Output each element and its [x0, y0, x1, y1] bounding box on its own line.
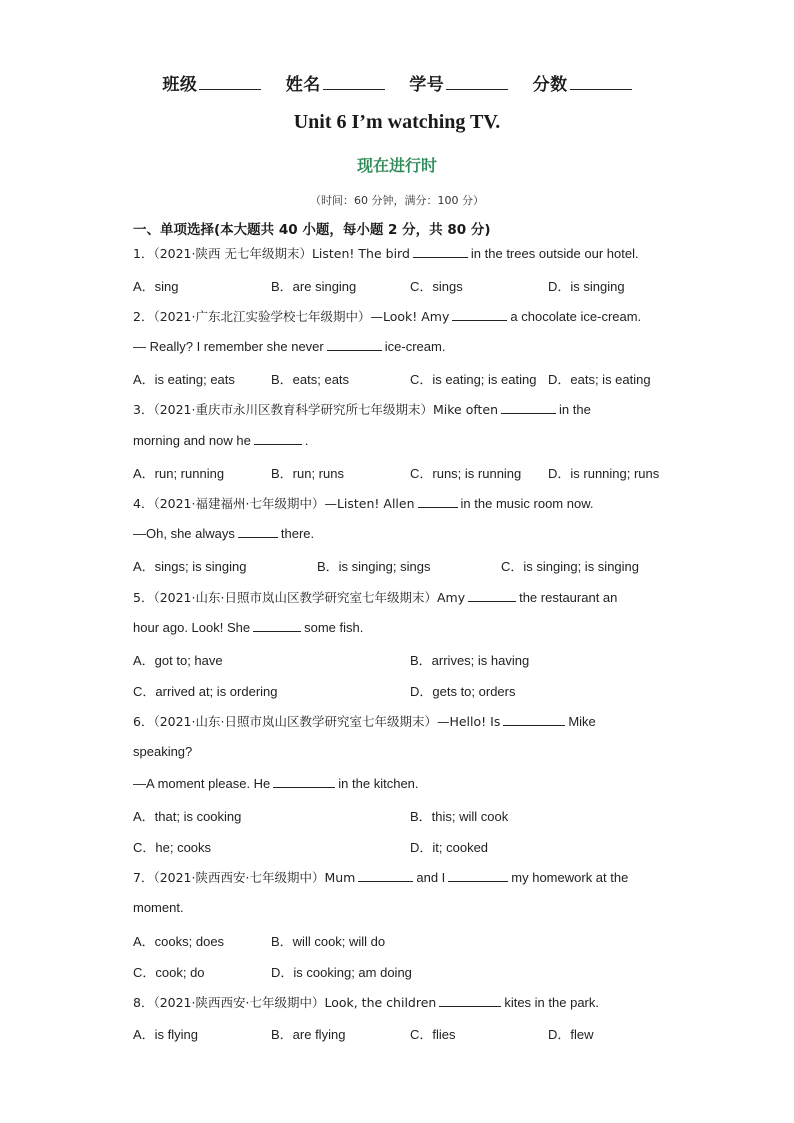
- question-5-stem: 5．（2021·山东·日照市岚山区教学研究室七年级期末）Amy: [133, 590, 466, 605]
- option-c[interactable]: C．is eating; is eating: [410, 372, 537, 387]
- question-4-stem: 4．（2021·福建福州·七年级期中）—Listen! Allen: [133, 496, 415, 511]
- section-heading: 一、单项选择(本大题共 40 小题，每小题 2 分，共 80 分): [133, 222, 491, 238]
- question-7-stem-mid: and I: [416, 870, 446, 885]
- question-2: [133, 307, 641, 325]
- option-b[interactable]: B．run; runs: [271, 466, 344, 481]
- option-d[interactable]: D．is cooking; am doing: [271, 965, 412, 980]
- class-blank[interactable]: [199, 73, 261, 90]
- score-label: 分数: [532, 75, 568, 95]
- question-4: [133, 494, 593, 512]
- answer-blank[interactable]: [327, 338, 382, 351]
- answer-blank[interactable]: [273, 775, 335, 788]
- question-3-line2-start: morning and now he: [133, 433, 251, 448]
- question-5-stem-end: the restaurant an: [519, 590, 618, 605]
- score-field: [533, 75, 632, 95]
- question-7-stem-end: my homework at the: [511, 870, 629, 885]
- score-blank[interactable]: [570, 73, 632, 90]
- option-b[interactable]: B．will cook; will do: [271, 934, 386, 949]
- answer-blank[interactable]: [448, 869, 508, 882]
- question-5-line2-end: some fish.: [304, 620, 364, 635]
- option-a[interactable]: A．run; running: [133, 466, 225, 481]
- option-d[interactable]: D．gets to; orders: [410, 684, 516, 699]
- option-a[interactable]: A．got to; have: [133, 653, 223, 668]
- option-c[interactable]: C．he; cooks: [133, 840, 212, 855]
- question-5: [133, 588, 617, 606]
- question-2-line2-end: ice-cream.: [384, 339, 446, 354]
- question-4-stem-end: in the music room now.: [460, 496, 594, 511]
- answer-blank[interactable]: [413, 245, 468, 258]
- answer-blank[interactable]: [254, 432, 302, 445]
- question-8-stem: 8．（2021·陕西西安·七年级期中）Look, the children: [133, 995, 437, 1010]
- answer-blank[interactable]: [468, 589, 516, 602]
- question-6-line2: speaking?: [133, 744, 193, 759]
- question-2-line2-start: — Really? I remember she never: [133, 339, 324, 354]
- option-c[interactable]: C．flies: [410, 1027, 456, 1042]
- option-c[interactable]: C．is singing; is singing: [501, 559, 640, 574]
- question-2-stem-end: a chocolate ice-cream.: [510, 309, 642, 324]
- question-7-line2: moment.: [133, 900, 184, 915]
- question-7-line-2: [133, 900, 184, 915]
- student-info-header: [0, 70, 794, 95]
- question-6-line3-start: —A moment please. He: [133, 776, 271, 791]
- question-7: [133, 868, 628, 886]
- question-6-line-2: [133, 744, 192, 759]
- question-4-line2-end: there.: [280, 526, 315, 541]
- name-field: [286, 75, 385, 95]
- option-a[interactable]: A．sing: [133, 279, 179, 294]
- question-3-line2-end: .: [304, 433, 309, 448]
- option-c[interactable]: C．sings: [410, 279, 463, 294]
- question-6-line-3: [133, 775, 419, 791]
- question-1: [133, 244, 639, 262]
- question-3-stem: 3．（2021·重庆市永川区教育科学研究所七年级期末）Mike often: [133, 402, 499, 417]
- name-blank[interactable]: [323, 73, 385, 90]
- option-b[interactable]: B．eats; eats: [271, 372, 350, 387]
- question-1-stem: 1．（2021·陕西 无七年级期末）Listen! The bird: [133, 246, 410, 261]
- option-b[interactable]: B．arrives; is having: [410, 653, 530, 668]
- id-blank[interactable]: [446, 73, 508, 90]
- option-d[interactable]: D．it; cooked: [410, 840, 489, 855]
- answer-blank[interactable]: [253, 619, 301, 632]
- option-d[interactable]: D．is singing: [548, 279, 625, 294]
- option-b[interactable]: B．are singing: [271, 279, 357, 294]
- option-d[interactable]: D．eats; is eating: [548, 372, 651, 387]
- option-c[interactable]: C．cook; do: [133, 965, 205, 980]
- name-label: 姓名: [285, 75, 321, 95]
- option-a[interactable]: A．that; is cooking: [133, 809, 242, 824]
- class-field: [162, 75, 261, 95]
- question-5-line2-start: hour ago. Look! She: [133, 620, 251, 635]
- class-label: 班级: [162, 75, 198, 95]
- option-c[interactable]: C．arrived at; is ordering: [133, 684, 278, 699]
- answer-blank[interactable]: [501, 401, 556, 414]
- answer-blank[interactable]: [418, 495, 458, 508]
- question-5-line-2: [133, 619, 363, 635]
- answer-blank[interactable]: [439, 994, 501, 1007]
- question-1-stem-end: in the trees outside our hotel.: [470, 246, 639, 261]
- question-6-stem: 6．（2021·山东·日照市岚山区教学研究室七年级期末）—Hello! Is: [133, 714, 501, 729]
- question-4-line2-start: —Oh, she always: [133, 526, 235, 541]
- question-2-line-2: [133, 338, 445, 354]
- answer-blank[interactable]: [238, 525, 278, 538]
- question-8: [133, 993, 599, 1011]
- id-label: 学号: [409, 75, 445, 95]
- question-6-line3-end: in the kitchen.: [338, 776, 419, 791]
- option-b[interactable]: B．are flying: [271, 1027, 346, 1042]
- page-subtitle: 现在进行时: [356, 156, 437, 175]
- answer-blank[interactable]: [503, 713, 565, 726]
- option-a[interactable]: A．is eating; eats: [133, 372, 235, 387]
- question-3-line-2: [133, 432, 308, 448]
- question-8-stem-end: kites in the park.: [504, 995, 599, 1010]
- option-d[interactable]: D．is running; runs: [548, 466, 660, 481]
- question-2-stem: 2．（2021·广东北江实验学校七年级期中）—Look! Amy: [133, 309, 450, 324]
- option-a[interactable]: A．cooks; does: [133, 934, 225, 949]
- answer-blank[interactable]: [358, 869, 413, 882]
- time-info: （时间：60 分钟，满分：100 分）: [310, 194, 484, 207]
- question-3: [133, 400, 591, 418]
- answer-blank[interactable]: [452, 308, 507, 321]
- question-3-stem-end: in the: [559, 402, 591, 417]
- question-6: [133, 712, 596, 730]
- option-a[interactable]: A．is flying: [133, 1027, 199, 1042]
- page-title: Unit 6 I’m watching TV.: [293, 111, 501, 133]
- question-6-stem-end: Mike: [568, 714, 596, 729]
- question-4-line-2: [133, 525, 314, 541]
- option-d[interactable]: D．flew: [548, 1027, 594, 1042]
- id-field: [409, 75, 508, 95]
- option-b[interactable]: B．this; will cook: [410, 809, 509, 824]
- question-7-stem: 7．（2021·陕西西安·七年级期中）Mum: [133, 870, 356, 885]
- option-a[interactable]: A．sings; is singing: [133, 559, 247, 574]
- option-c[interactable]: C．runs; is running: [410, 466, 522, 481]
- option-b[interactable]: B．is singing; sings: [317, 559, 431, 574]
